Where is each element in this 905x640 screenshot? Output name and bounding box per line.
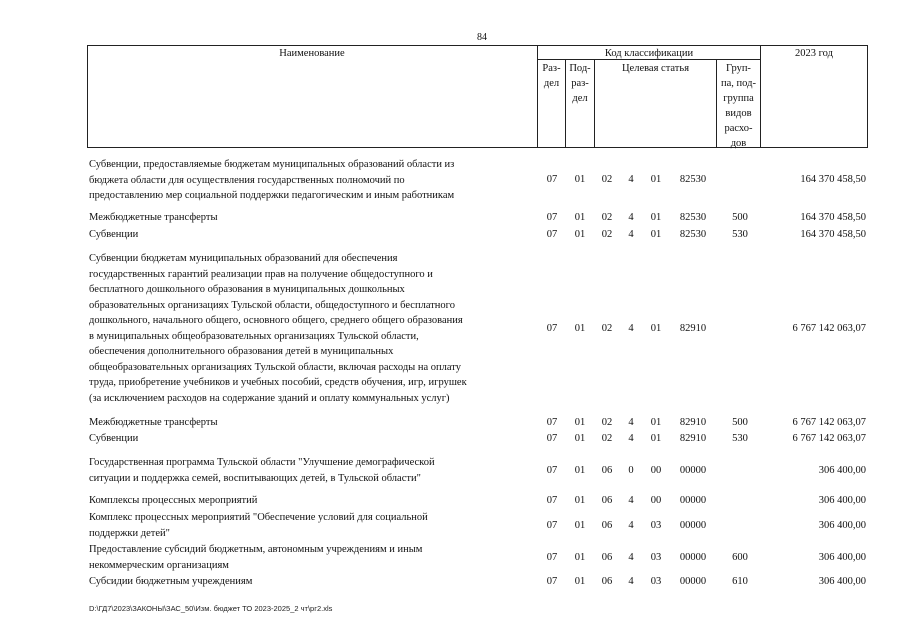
row-amount: 306 400,00 xyxy=(818,495,866,506)
row-target-subprogram: 03 xyxy=(650,576,662,587)
row-amount: 6 767 142 063,07 xyxy=(792,417,866,428)
row-target-direction: 82530 xyxy=(679,212,707,223)
row-amount: 306 400,00 xyxy=(818,552,866,563)
row-target-direction: 00000 xyxy=(679,520,707,531)
header-right-border xyxy=(867,45,868,148)
row-target-direction: 82910 xyxy=(679,323,707,334)
row-name: Предоставление субсидий бюджетным, автономным учреждениям и иным некоммерческим организациям xyxy=(89,544,423,571)
row-target-subprogram: 03 xyxy=(650,552,662,563)
row-podrazdel: 01 xyxy=(574,229,586,240)
row-podrazdel: 01 xyxy=(574,323,586,334)
row-target-program: 06 xyxy=(601,576,613,587)
row-target-direction: 82530 xyxy=(679,174,707,185)
file-path-footer: D:\ГД7\2023\ЗАКОНЫ\ЗАС_50\Изм. бюджет ТО 2023-2025_2 чт\рг2.xls xyxy=(89,604,333,613)
row-target-type: 4 xyxy=(628,576,634,587)
row-podrazdel: 01 xyxy=(574,433,586,444)
row-razdel: 07 xyxy=(546,433,558,444)
row-target-subprogram: 03 xyxy=(650,520,662,531)
row-podrazdel: 01 xyxy=(574,552,586,563)
row-target-program: 06 xyxy=(601,465,613,476)
row-target-program: 06 xyxy=(601,520,613,531)
row-razdel: 07 xyxy=(546,520,558,531)
row-razdel: 07 xyxy=(546,323,558,334)
row-target-type: 4 xyxy=(628,417,634,428)
row-target-subprogram: 01 xyxy=(650,229,662,240)
row-target-subprogram: 01 xyxy=(650,174,662,185)
row-name: Субвенции xyxy=(89,433,139,444)
row-target-type: 4 xyxy=(628,495,634,506)
header-target: Целевая статья xyxy=(621,63,690,74)
row-target-direction: 00000 xyxy=(679,495,707,506)
row-target-program: 02 xyxy=(601,229,613,240)
row-amount: 164 370 458,50 xyxy=(800,174,866,185)
row-razdel: 07 xyxy=(546,465,558,476)
row-target-type: 4 xyxy=(628,229,634,240)
row-target-subprogram: 00 xyxy=(650,495,662,506)
row-name: Комплексы процессных мероприятий xyxy=(89,495,258,506)
row-amount: 306 400,00 xyxy=(818,520,866,531)
row-amount: 306 400,00 xyxy=(818,576,866,587)
row-name: Государственная программа Тульской области "Улучшение демографической ситуации и поддержка семей, воспитывающих детей, в Тульской области" xyxy=(89,457,435,484)
row-target-subprogram: 01 xyxy=(650,417,662,428)
row-name: Межбюджетные трансферты xyxy=(89,417,218,428)
row-podrazdel: 01 xyxy=(574,520,586,531)
row-target-subprogram: 01 xyxy=(650,212,662,223)
header-year: 2023 год xyxy=(795,48,833,59)
row-target-direction: 82910 xyxy=(679,417,707,428)
row-target-program: 02 xyxy=(601,212,613,223)
row-target-subprogram: 00 xyxy=(650,465,662,476)
header-razdel: Раз- дел xyxy=(542,63,561,89)
row-name: Субвенции бюджетам муниципальных образований для обеспечения государственных гарантий реализации прав на получение общедоступного и бесплатного дошкольного образования в муниципальных дошкольных образовательных организациях Тульской области, общедоступного и бесплатного дошкольного, начального общего, основного общего, среднего общего образования в муниципальных общеобразовательных организациях Тульской области, обеспечения дополнительного образования детей в муниципальных общеобразовательных организациях Тульской области, включая расходы на оплату труда, приобретение учебников и учебных пособий, средств обучения, игр, игрушек (за исключением расходов на содержание зданий и оплату коммунальных услуг) xyxy=(89,253,467,404)
row-target-program: 02 xyxy=(601,433,613,444)
row-target-direction: 82530 xyxy=(679,229,707,240)
row-target-type: 0 xyxy=(628,465,634,476)
page-number: 84 xyxy=(477,32,487,43)
header-group: Груп- па, под- группа видов расхо- дов xyxy=(721,63,756,149)
row-name: Субвенции, предоставляемые бюджетам муниципальных образований области из бюджета области для осуществления государственных полномочий по предоставлению мер социальной поддержки педагогическим и иным работникам xyxy=(89,159,455,201)
row-amount: 6 767 142 063,07 xyxy=(792,323,866,334)
row-target-direction: 82910 xyxy=(679,433,707,444)
row-razdel: 07 xyxy=(546,212,558,223)
row-group: 500 xyxy=(732,417,748,428)
row-target-subprogram: 01 xyxy=(650,433,662,444)
row-razdel: 07 xyxy=(546,576,558,587)
row-target-direction: 00000 xyxy=(679,576,707,587)
row-name: Комплекс процессных мероприятий "Обеспечение условий для социальной поддержки детей" xyxy=(89,512,428,539)
row-razdel: 07 xyxy=(546,229,558,240)
row-group: 530 xyxy=(732,433,748,444)
header-name: Наименование xyxy=(279,48,345,59)
row-name: Субвенции xyxy=(89,229,139,240)
row-target-program: 02 xyxy=(601,417,613,428)
row-razdel: 07 xyxy=(546,495,558,506)
row-target-type: 4 xyxy=(628,433,634,444)
row-podrazdel: 01 xyxy=(574,174,586,185)
row-amount: 164 370 458,50 xyxy=(800,212,866,223)
row-target-program: 06 xyxy=(601,552,613,563)
row-amount: 306 400,00 xyxy=(818,465,866,476)
row-target-type: 4 xyxy=(628,552,634,563)
row-podrazdel: 01 xyxy=(574,465,586,476)
header-code: Код классификации xyxy=(604,48,694,59)
row-target-program: 02 xyxy=(601,323,613,334)
row-target-direction: 00000 xyxy=(679,465,707,476)
row-group: 600 xyxy=(732,552,748,563)
row-target-type: 4 xyxy=(628,323,634,334)
row-target-subprogram: 01 xyxy=(650,323,662,334)
row-target-direction: 00000 xyxy=(679,552,707,563)
row-target-program: 06 xyxy=(601,495,613,506)
row-podrazdel: 01 xyxy=(574,212,586,223)
row-target-program: 02 xyxy=(601,174,613,185)
row-razdel: 07 xyxy=(546,552,558,563)
row-podrazdel: 01 xyxy=(574,576,586,587)
row-amount: 6 767 142 063,07 xyxy=(792,433,866,444)
row-amount: 164 370 458,50 xyxy=(800,229,866,240)
row-razdel: 07 xyxy=(546,174,558,185)
row-target-type: 4 xyxy=(628,520,634,531)
row-group: 530 xyxy=(732,229,748,240)
row-target-type: 4 xyxy=(628,174,634,185)
row-group: 610 xyxy=(732,576,748,587)
row-name: Межбюджетные трансферты xyxy=(89,212,218,223)
row-group: 500 xyxy=(732,212,748,223)
row-name: Субсидии бюджетным учреждениям xyxy=(89,576,253,587)
row-razdel: 07 xyxy=(546,417,558,428)
row-target-type: 4 xyxy=(628,212,634,223)
header-podrazdel: Под- раз- дел xyxy=(569,63,591,104)
row-podrazdel: 01 xyxy=(574,495,586,506)
row-podrazdel: 01 xyxy=(574,417,586,428)
